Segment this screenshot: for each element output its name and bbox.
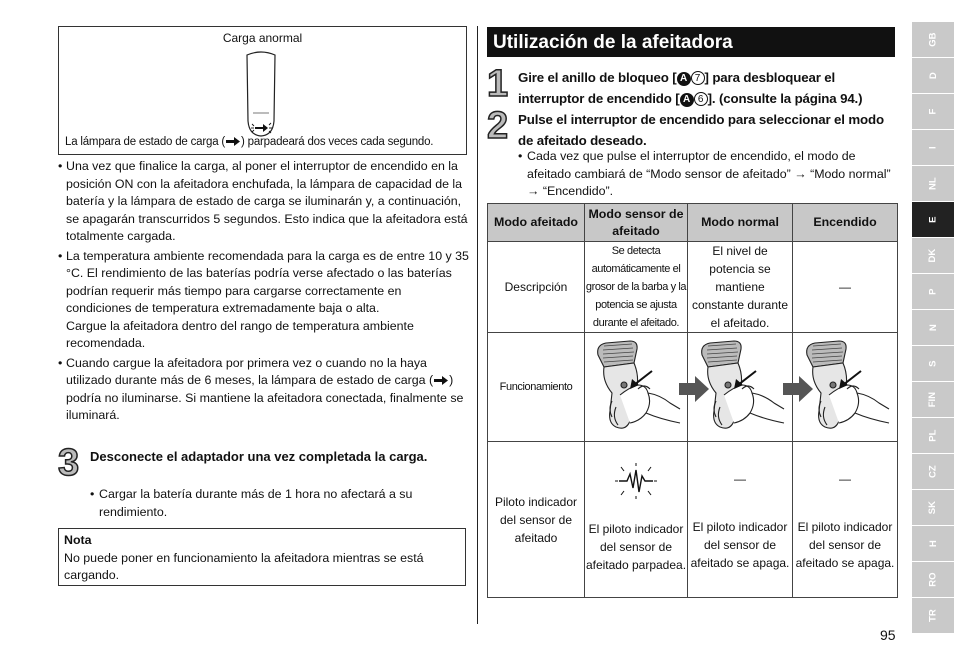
page-number: 95 xyxy=(880,627,896,643)
table-row xyxy=(488,242,898,333)
table-row xyxy=(488,442,898,598)
ref-letter-badge: A xyxy=(680,93,694,107)
step-number: 3 xyxy=(58,442,80,484)
table-header: Modo normal xyxy=(688,204,793,242)
table-cell: — xyxy=(793,242,898,333)
blinking-sensor-indicator-icon xyxy=(613,462,659,500)
charging-plug-icon xyxy=(255,124,268,132)
language-tab-label: N xyxy=(927,324,939,331)
note-box xyxy=(58,528,466,586)
language-tab-label: DK xyxy=(927,248,939,263)
language-tab-e[interactable] xyxy=(912,202,954,238)
section-title: Utilización de la afeitadora xyxy=(487,27,895,57)
language-tab-label: H xyxy=(927,540,939,547)
row-label: Piloto indicador del sensor de afeitado xyxy=(488,442,585,598)
charging-plug-icon xyxy=(225,137,241,146)
language-tab-label: S xyxy=(927,360,939,367)
table-cell xyxy=(585,442,688,598)
figure-caption: Carga anormal xyxy=(222,31,303,45)
language-tab-cz[interactable] xyxy=(912,454,954,490)
step-number: 2 xyxy=(487,105,509,147)
ref-number-badge: 6 xyxy=(694,92,708,106)
charging-notes xyxy=(58,158,470,427)
abnormal-charge-figure xyxy=(58,26,467,155)
ref-number-badge: 7 xyxy=(691,71,705,85)
list-item: • La temperatura ambiente recomendada para la carga es de entre 10 y 35 °C. El rendimiento de las baterías podría verse afectado o las baterías podrían requerir más tiempo para cargarse correctamente en condiciones de temperatura extremadamente baja o alta. Cargue la afeitadora dentro del rango de temperatura ambiente recomendada. xyxy=(58,248,470,353)
note-text: No puede poner en funcionamiento la afeitadora mientras se está cargando. xyxy=(64,550,424,582)
language-tab-d[interactable] xyxy=(912,58,954,94)
language-tab-label: P xyxy=(927,288,939,295)
language-tab-sk[interactable] xyxy=(912,490,954,526)
language-tab-label: PL xyxy=(927,429,939,442)
ref-letter-badge: A xyxy=(677,72,691,86)
table-header: Modo afeitado xyxy=(488,204,585,242)
language-tab-n[interactable] xyxy=(912,310,954,346)
table-cell: El nivel de potencia se mantiene constante durante el afeitado. xyxy=(688,242,793,333)
table-header: Modo sensor de afeitado xyxy=(585,204,688,242)
step-note: • Cargar la batería durante más de 1 hora no afectará a su rendimiento. xyxy=(90,486,470,521)
indicator-description: El piloto indicador del sensor de afeitado se apaga. xyxy=(795,520,895,570)
language-tabs xyxy=(912,22,954,634)
note-title: Nota xyxy=(64,533,92,547)
figure-footer: La lámpara de estado de carga ( ) parpadeará dos veces cada segundo. xyxy=(65,135,434,148)
step-2-text: Pulse el interruptor de encendido para seleccionar el modo de afeitado deseado. xyxy=(518,112,884,148)
language-tab-label: I xyxy=(927,146,939,149)
hand-pressing-switch-illustration xyxy=(590,337,682,437)
next-mode-arrow-icon xyxy=(679,376,709,402)
table-cell: Se detecta automáticamente el grosor de la barba y la potencia se ajusta durante el afeitado. xyxy=(585,242,688,333)
indicator-description: El piloto indicador del sensor de afeitado se apaga. xyxy=(690,520,790,570)
table-cell xyxy=(585,333,688,442)
language-tab-dk[interactable] xyxy=(912,238,954,274)
step-title: Desconecte el adaptador una vez completada la carga. xyxy=(90,449,428,464)
language-tab-nl[interactable] xyxy=(912,166,954,202)
language-tab-s[interactable] xyxy=(912,346,954,382)
language-tab-label: E xyxy=(927,216,939,223)
table-cell xyxy=(793,442,898,598)
language-tab-label: FIN xyxy=(927,391,939,408)
charging-plug-icon xyxy=(433,376,449,385)
language-tab-h[interactable] xyxy=(912,526,954,562)
language-tab-p[interactable] xyxy=(912,274,954,310)
language-tab-fin[interactable] xyxy=(912,382,954,418)
language-tab-label: RO xyxy=(927,572,939,587)
row-label: Descripción xyxy=(488,242,585,333)
table-header: Encendido xyxy=(793,204,898,242)
table-header-row xyxy=(488,204,898,242)
list-item: • Cuando cargue la afeitadora por primera vez o cuando no la haya utilizado durante más de 6 meses, la lámpara de estado de carga ( ) podría no iluminarse. Si mantiene la afeitadora conectada, finalmente se iluminará. xyxy=(58,355,470,425)
language-tab-label: NL xyxy=(927,177,939,190)
language-tab-label: CZ xyxy=(927,465,939,478)
table-cell xyxy=(688,442,793,598)
language-tab-gb[interactable] xyxy=(912,22,954,58)
language-tab-label: D xyxy=(927,72,939,79)
language-tab-tr[interactable] xyxy=(912,598,954,634)
empty-dash: — xyxy=(839,472,851,486)
next-mode-arrow-icon xyxy=(783,376,813,402)
empty-dash: — xyxy=(734,472,746,486)
step-note: • Cada vez que pulse el interruptor de encendido, el modo de afeitado cambiará de “Modo sensor de afeitado” → “Modo normal” → “Encendido”. xyxy=(518,148,900,201)
language-tab-f[interactable] xyxy=(912,94,954,130)
language-tab-pl[interactable] xyxy=(912,418,954,454)
list-item: • Una vez que finalice la carga, al poner el interruptor de encendido en la posición ON con la afeitadora enchufada, la lámpara de capacidad de la batería y la lámpara de estado de carga se iluminarán y, a continuación, se apagarán transcurridos 5 segundos. Esto indica que la afeitadora está totalmente cargada. xyxy=(58,158,470,246)
indicator-description: El piloto indicador del sensor de afeitado parpadea. xyxy=(585,522,687,572)
steps-text xyxy=(518,67,900,151)
language-tab-label: TR xyxy=(927,609,939,622)
column-divider xyxy=(477,26,478,624)
language-tab-label: SK xyxy=(927,500,939,515)
step-number: 1 xyxy=(487,63,509,105)
row-label: Funcionamiento xyxy=(488,333,585,442)
language-tab-ro[interactable] xyxy=(912,562,954,598)
language-tab-i[interactable] xyxy=(912,130,954,166)
step-1-text: Gire el anillo de bloqueo [ A 7 ] para desbloquear el interruptor de encendido [ A 6 ]. (consulte la página 94.) xyxy=(518,70,863,106)
shaver-handle-illustration xyxy=(243,49,279,139)
language-tab-label: F xyxy=(927,108,939,115)
language-tab-label: GB xyxy=(927,32,939,47)
